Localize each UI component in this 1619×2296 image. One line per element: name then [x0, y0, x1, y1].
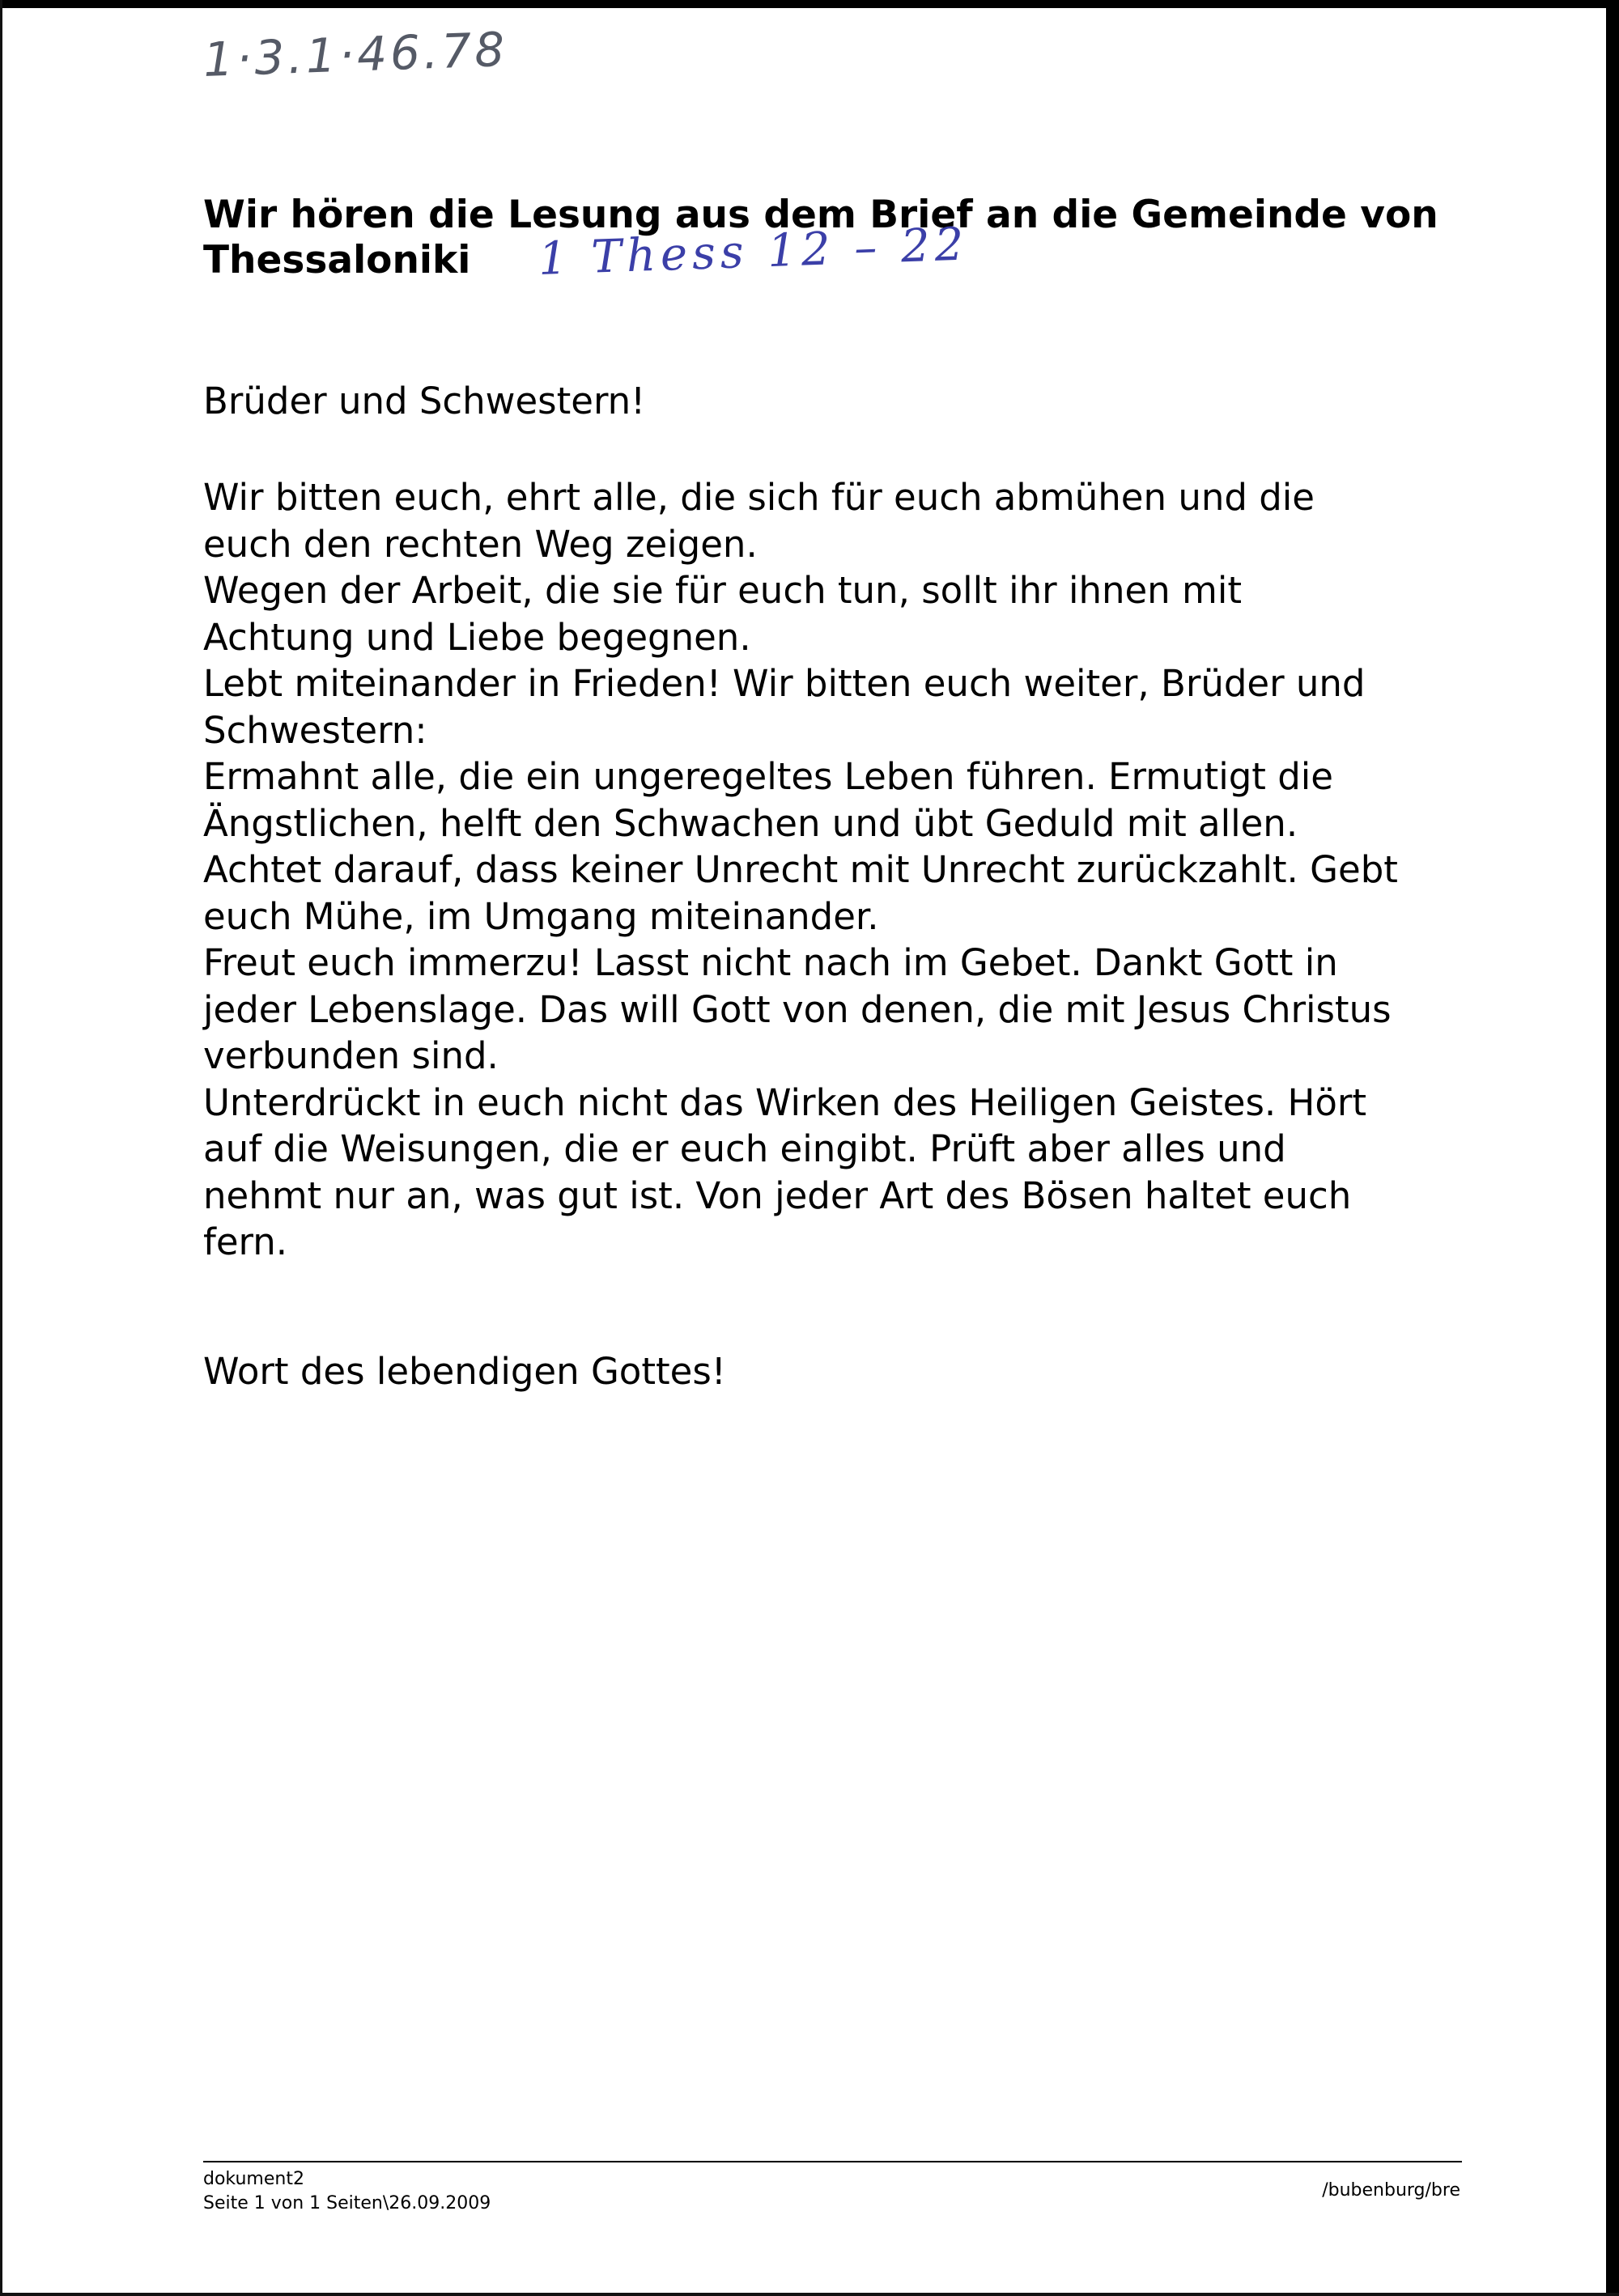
footer-divider	[203, 2161, 1462, 2162]
body-line: nehmt nur an, was gut ist. Von jeder Art des Bösen haltet euch	[203, 1173, 1352, 1217]
body-line: jeder Lebenslage. Das will Gott von denen, die mit Jesus Christus	[203, 987, 1392, 1031]
greeting: Brüder und Schwestern!	[203, 380, 646, 422]
body-line: verbunden sind.	[203, 1034, 499, 1077]
body-line: euch Mühe, im Umgang miteinander.	[203, 894, 879, 938]
scan-edge-left	[0, 0, 2, 2296]
body-line: Lebt miteinander in Frieden! Wir bitten euch weiter, Brüder und	[203, 662, 1366, 705]
body-line: euch den rechten Weg zeigen.	[203, 522, 758, 566]
closing-acclamation: Wort des lebendigen Gottes!	[203, 1350, 726, 1393]
scan-edge-bottom	[0, 2293, 1619, 2296]
body-line: Wegen der Arbeit, die sie für euch tun, sollt ihr ihnen mit	[203, 569, 1242, 612]
scan-edge-top	[0, 0, 1619, 8]
reading-body	[203, 474, 1466, 1266]
body-line: Schwestern:	[203, 708, 427, 752]
handwritten-reference-number: 1·3.1·46.78	[202, 21, 509, 87]
body-line: Achtung und Liebe begegnen.	[203, 615, 751, 659]
footer-document-name: dokument2	[203, 2169, 304, 2189]
heading-line-1: Wir hören die Lesung aus dem Brief an die Gemeinde von	[203, 193, 1438, 237]
body-line: fern.	[203, 1220, 288, 1263]
body-line: Wir bitten euch, ehrt alle, die sich für euch abmühen und die	[203, 476, 1315, 519]
body-line: Achtet darauf, dass keiner Unrecht mit Unrecht zurückzahlt. Gebt	[203, 848, 1398, 891]
body-line: auf die Weisungen, die er euch eingibt. Prüft aber alles und	[203, 1127, 1286, 1170]
footer-path: /bubenburg/bre	[1322, 2180, 1460, 2201]
body-line: Ängstlichen, helft den Schwachen und übt Geduld mit allen.	[203, 801, 1298, 845]
body-line: Ermahnt alle, die ein ungeregeltes Leben führen. Ermutigt die	[203, 755, 1333, 798]
scan-edge-right	[1606, 0, 1619, 2296]
body-line: Unterdrückt in euch nicht das Wirken des Heiligen Geistes. Hört	[203, 1080, 1367, 1124]
handwritten-bible-reference: 1 Thess 12 – 22	[538, 218, 970, 286]
footer-document-info	[203, 2167, 491, 2216]
body-line: Freut euch immerzu! Lasst nicht nach im Gebet. Dankt Gott in	[203, 941, 1338, 984]
heading-line-2: Thessaloniki	[203, 238, 471, 282]
footer-page-info: Seite 1 von 1 Seiten\26.09.2009	[203, 2193, 491, 2213]
